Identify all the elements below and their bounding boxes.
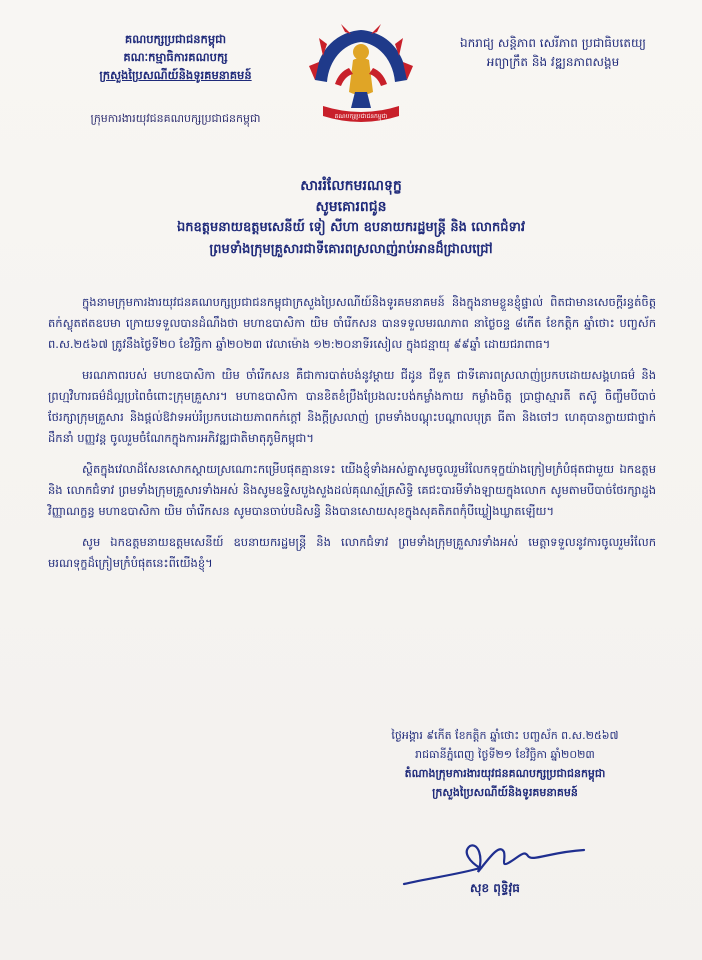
paragraph-1: ក្នុងនាមក្រុមការងារយុវជនគណបក្សប្រជាជនកម្ពុជាក្រសួងប្រៃសណីយ៍និងទូរគមនាគមន៍ និងក្នុងនាមខ្លួនខ្ញុំផ្ទាល់ ពិតជាមានសេចក្តីរន្ធត់ចិត្ត តក់ស្លុតឥតឧបមា ក្រោយទទួលបានដំណឹងថា មហាឧបាសិកា យិម ចាំរើកសន បានទទួលមរណភាព នាថ្ងៃចន្ទ ៨កើត ខែកត្តិក ឆ្នាំថោះ បញ្ចស័ក ព.ស.២៥៦៧ ត្រូវនឹងថ្ងៃទី២០ ខែវិច្ឆិកា ឆ្នាំ២០២៣ វេលាម៉ោង ១២:២០នាទីរសៀល ក្នុងជន្មាយុ ៩៩ឆ្នាំ ដោយជរាពាធ។ xyxy=(48,295,656,351)
lunar-date: ថ្ងៃអង្គារ ៩កើត ខែកត្តិក ឆ្នាំថោះ បញ្ចស័ក ព.ស.២៥៦៧ xyxy=(391,729,619,742)
ministry-footer: ក្រសួងប្រៃសណីយ៍និងទូរគមនាគមន៍ xyxy=(432,786,578,799)
letter-body xyxy=(48,292,656,584)
on-behalf-of: តំណាងក្រុមការងារយុវជនគណបក្សប្រជាជនកម្ពុជា xyxy=(404,767,606,780)
closing-block xyxy=(330,726,680,802)
title-line-4: ព្រមទាំងក្រុមគ្រួសារជាទីគោរពស្រលាញ់រាប់អានដ៏ជ្រាលជ្រៅ xyxy=(209,242,493,257)
title-line-3: ឯកឧត្តមនាយឧត្តមសេនីយ៍ ទៀ សីហា ឧបនាយករដ្ឋមន្ត្រី និង លោកជំទាវ xyxy=(176,220,526,235)
party-logo-icon xyxy=(305,22,417,132)
paragraph-2: មរណភាពរបស់ មហាឧបាសិកា យិម ចាំរើកសន គឺជាការបាត់បង់នូវម្តាយ ជីដូន ជីទួត ជាទីគោរពស្រលាញ់ប្រកបដោយសង្គហធម៌ និងព្រហ្មវិហារធម៌ដ៏ល្អប្រពៃចំពោះក្រុមគ្រួសារ។ មហាឧបាសិកា បានខិតខំប្រឹងប្រែងលះបង់កម្លាំងកាយ កម្លាំងចិត្ត ប្រាជ្ញាស្មារតី តស៊ូ ចិញ្ចឹមបីបាច់ថែរក្សាក្រុមគ្រួសារ និងផ្តល់ឱវាទអប់រំប្រកបដោយភាពកក់ក្តៅ និងក្តីស្រលាញ់ ព្រមទាំងបណ្តុះបណ្តាលបុត្រ ធីតា និងចៅៗ ហេតុបានក្លាយជាថ្នាក់ដឹកនាំ បញ្ញវន្ត ចូលរួមចំណែកក្នុងការអភិវឌ្ឍជាតិមាតុភូមិកម្ពុជា។ xyxy=(48,368,656,445)
youth-committee: ក្រុមការងារយុវជនគណបក្សប្រជាជនកម្ពុជា xyxy=(90,112,261,125)
signer-name: សុខ ពុទ្ធិវុធ xyxy=(470,881,520,895)
header-left xyxy=(58,30,293,128)
national-motto-2: អព្យាក្រឹត និង វឌ្ឍនភាពសង្គម xyxy=(486,55,620,69)
party-committee: គណៈកម្មាធិការគណបក្ស xyxy=(123,50,228,64)
title-line-1: សាររំលែកមរណទុក្ខ xyxy=(300,178,402,194)
header-right xyxy=(428,34,678,72)
title-line-2: សូមគោរពជូន xyxy=(315,199,387,215)
logo-caption: គណបក្សប្រជាជនកម្ពុជា xyxy=(334,113,388,120)
place-date: រាជធានីភ្នំពេញ ថ្ងៃទី២១ ខែវិច្ឆិកា ឆ្នាំ២០២៣ xyxy=(415,748,595,761)
party-logo xyxy=(305,22,417,132)
ministry-name: ក្រសួងប្រៃសណីយ៍និងទូរគមនាគមន៍ xyxy=(99,68,252,82)
paragraph-3: ស្ថិតក្នុងវេលាដ៏សែនសោកស្តាយស្រណោះកម្រើបផុតគ្មានទេះ យើងខ្ញុំទាំងអស់គ្នាសូមចូលរួមរំលែកទុក្ខយ៉ាងក្រៀមក្រំបំផុតជាមួយ ឯកឧត្តម និង លោកជំទាវ ព្រមទាំងក្រុមគ្រួសារទាំងអស់ និងសូមឧទ្ទិសបួងសួងដល់គុណស្ម័គ្រសិទ្ធិ គេជះបារមីទាំងឡាយក្នុងលោក សូមតាមបីបាច់ថែរក្សាដួងវិញ្ញាណក្ខន្ធ មហាឧបាសិកា យិម ចាំរើកសន សូមបានចាប់បដិសន្ធិ និងបានសោយសុខក្នុងសុគតិភពកុំបីឃ្លៀងឃ្លាតឡើយ។ xyxy=(48,462,656,518)
paragraph-4: សូម ឯកឧត្តមនាយឧត្តមសេនីយ៍ ឧបនាយករដ្ឋមន្ត្រី និង លោកជំទាវ ព្រមទាំងក្រុមគ្រួសារទាំងអស់ មេត្តាទទួលនូវការចូលរួមរំលែកមរណទុក្ខដ៏ក្រៀមក្រំបំផុតនេះពីយើងខ្ញុំ។ xyxy=(48,535,656,570)
national-motto: ឯករាជ្យ សន្តិភាព សេរីភាព ប្រជាធិបតេយ្យ xyxy=(460,36,646,50)
letter-title xyxy=(40,175,662,261)
party-name: គណបក្សប្រជាជនកម្ពុជា xyxy=(124,32,227,46)
